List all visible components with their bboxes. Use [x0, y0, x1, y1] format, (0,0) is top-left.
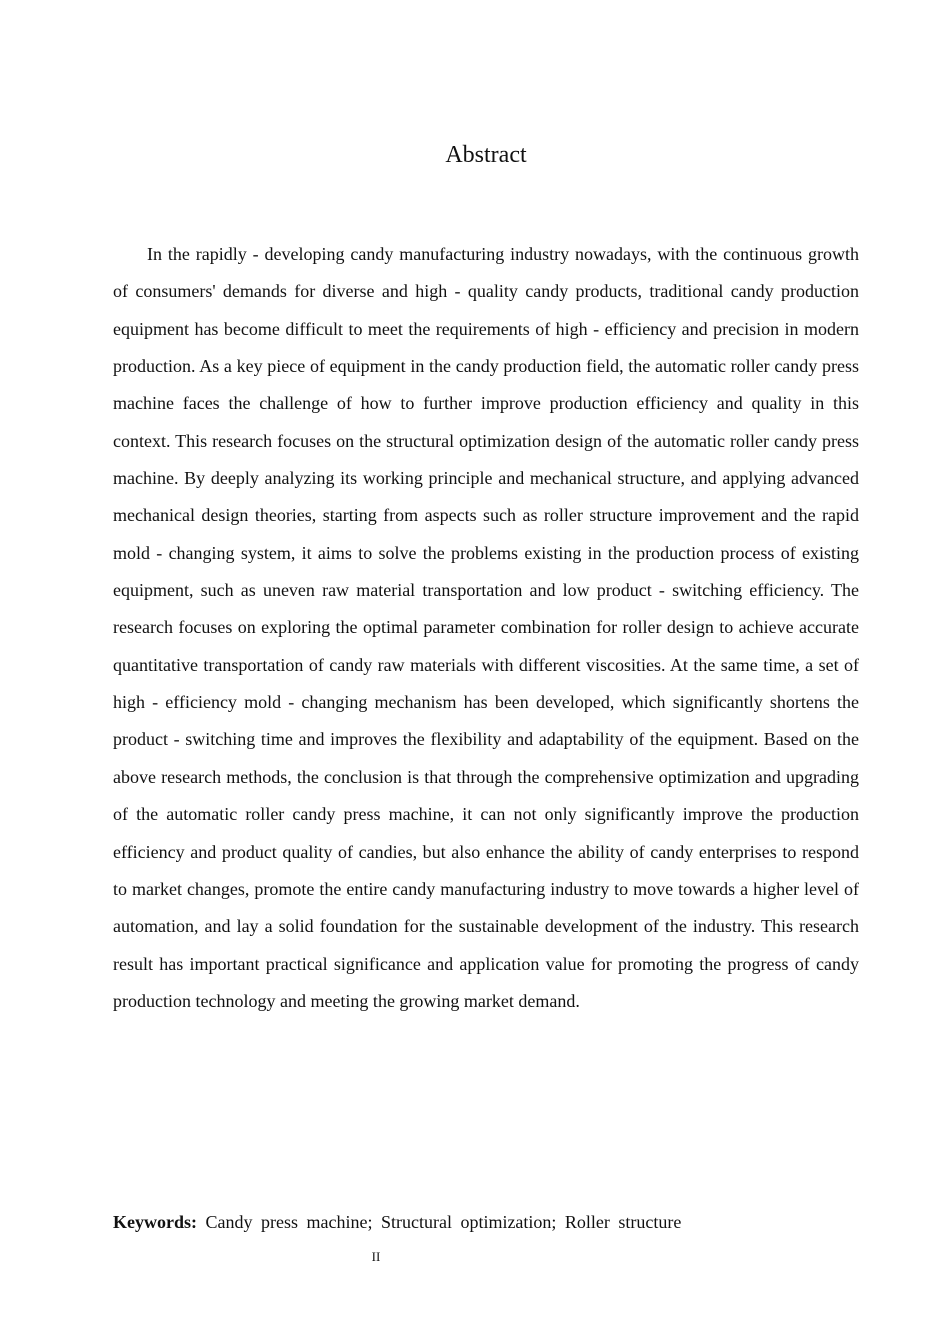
keywords-text: Candy press machine; Structural optimization; Roller structure	[205, 1212, 682, 1232]
page-title: Abstract	[445, 142, 527, 169]
page-number: II	[371, 1249, 381, 1264]
keywords-line	[113, 1207, 859, 1237]
keywords-label: Keywords:	[113, 1212, 197, 1232]
abstract-paragraph: In the rapidly - developing candy manufacturing industry nowadays, with the continuous growth of consumers' demands for diverse and high - quality candy products, traditional candy production equipment has become difficult to meet the requirements of high - efficiency and precision in modern production. As a key piece of equipment in the candy production field, the automatic roller candy press machine faces the challenge of how to further improve production efficiency and quality in this context. This research focuses on the structural optimization design of the automatic roller candy press machine. By deeply analyzing its working principle and mechanical structure, and applying advanced mechanical design theories, starting from aspects such as roller structure improvement and the rapid mold - changing system, it aims to solve the problems existing in the production process of existing equipment, such as uneven raw material transportation and low product - switching efficiency. The research focuses on exploring the optimal parameter combination for roller design to achieve accurate quantitative transportation of candy raw materials with different viscosities. At the same time, a set of high - efficiency mold - changing mechanism has been developed, which significantly shortens the product - switching time and improves the flexibility and adaptability of the equipment. Based on the above research methods, the conclusion is that through the comprehensive optimization and upgrading of the automatic roller candy press machine, it can not only significantly improve the production efficiency and product quality of candies, but also enhance the ability of candy enterprises to respond to market changes, promote the entire candy manufacturing industry to move towards a higher level of automation, and lay a solid foundation for the sustainable development of the industry. This research result has important practical significance and application value for promoting the progress of candy production technology and meeting the growing market demand.	[113, 244, 859, 1011]
